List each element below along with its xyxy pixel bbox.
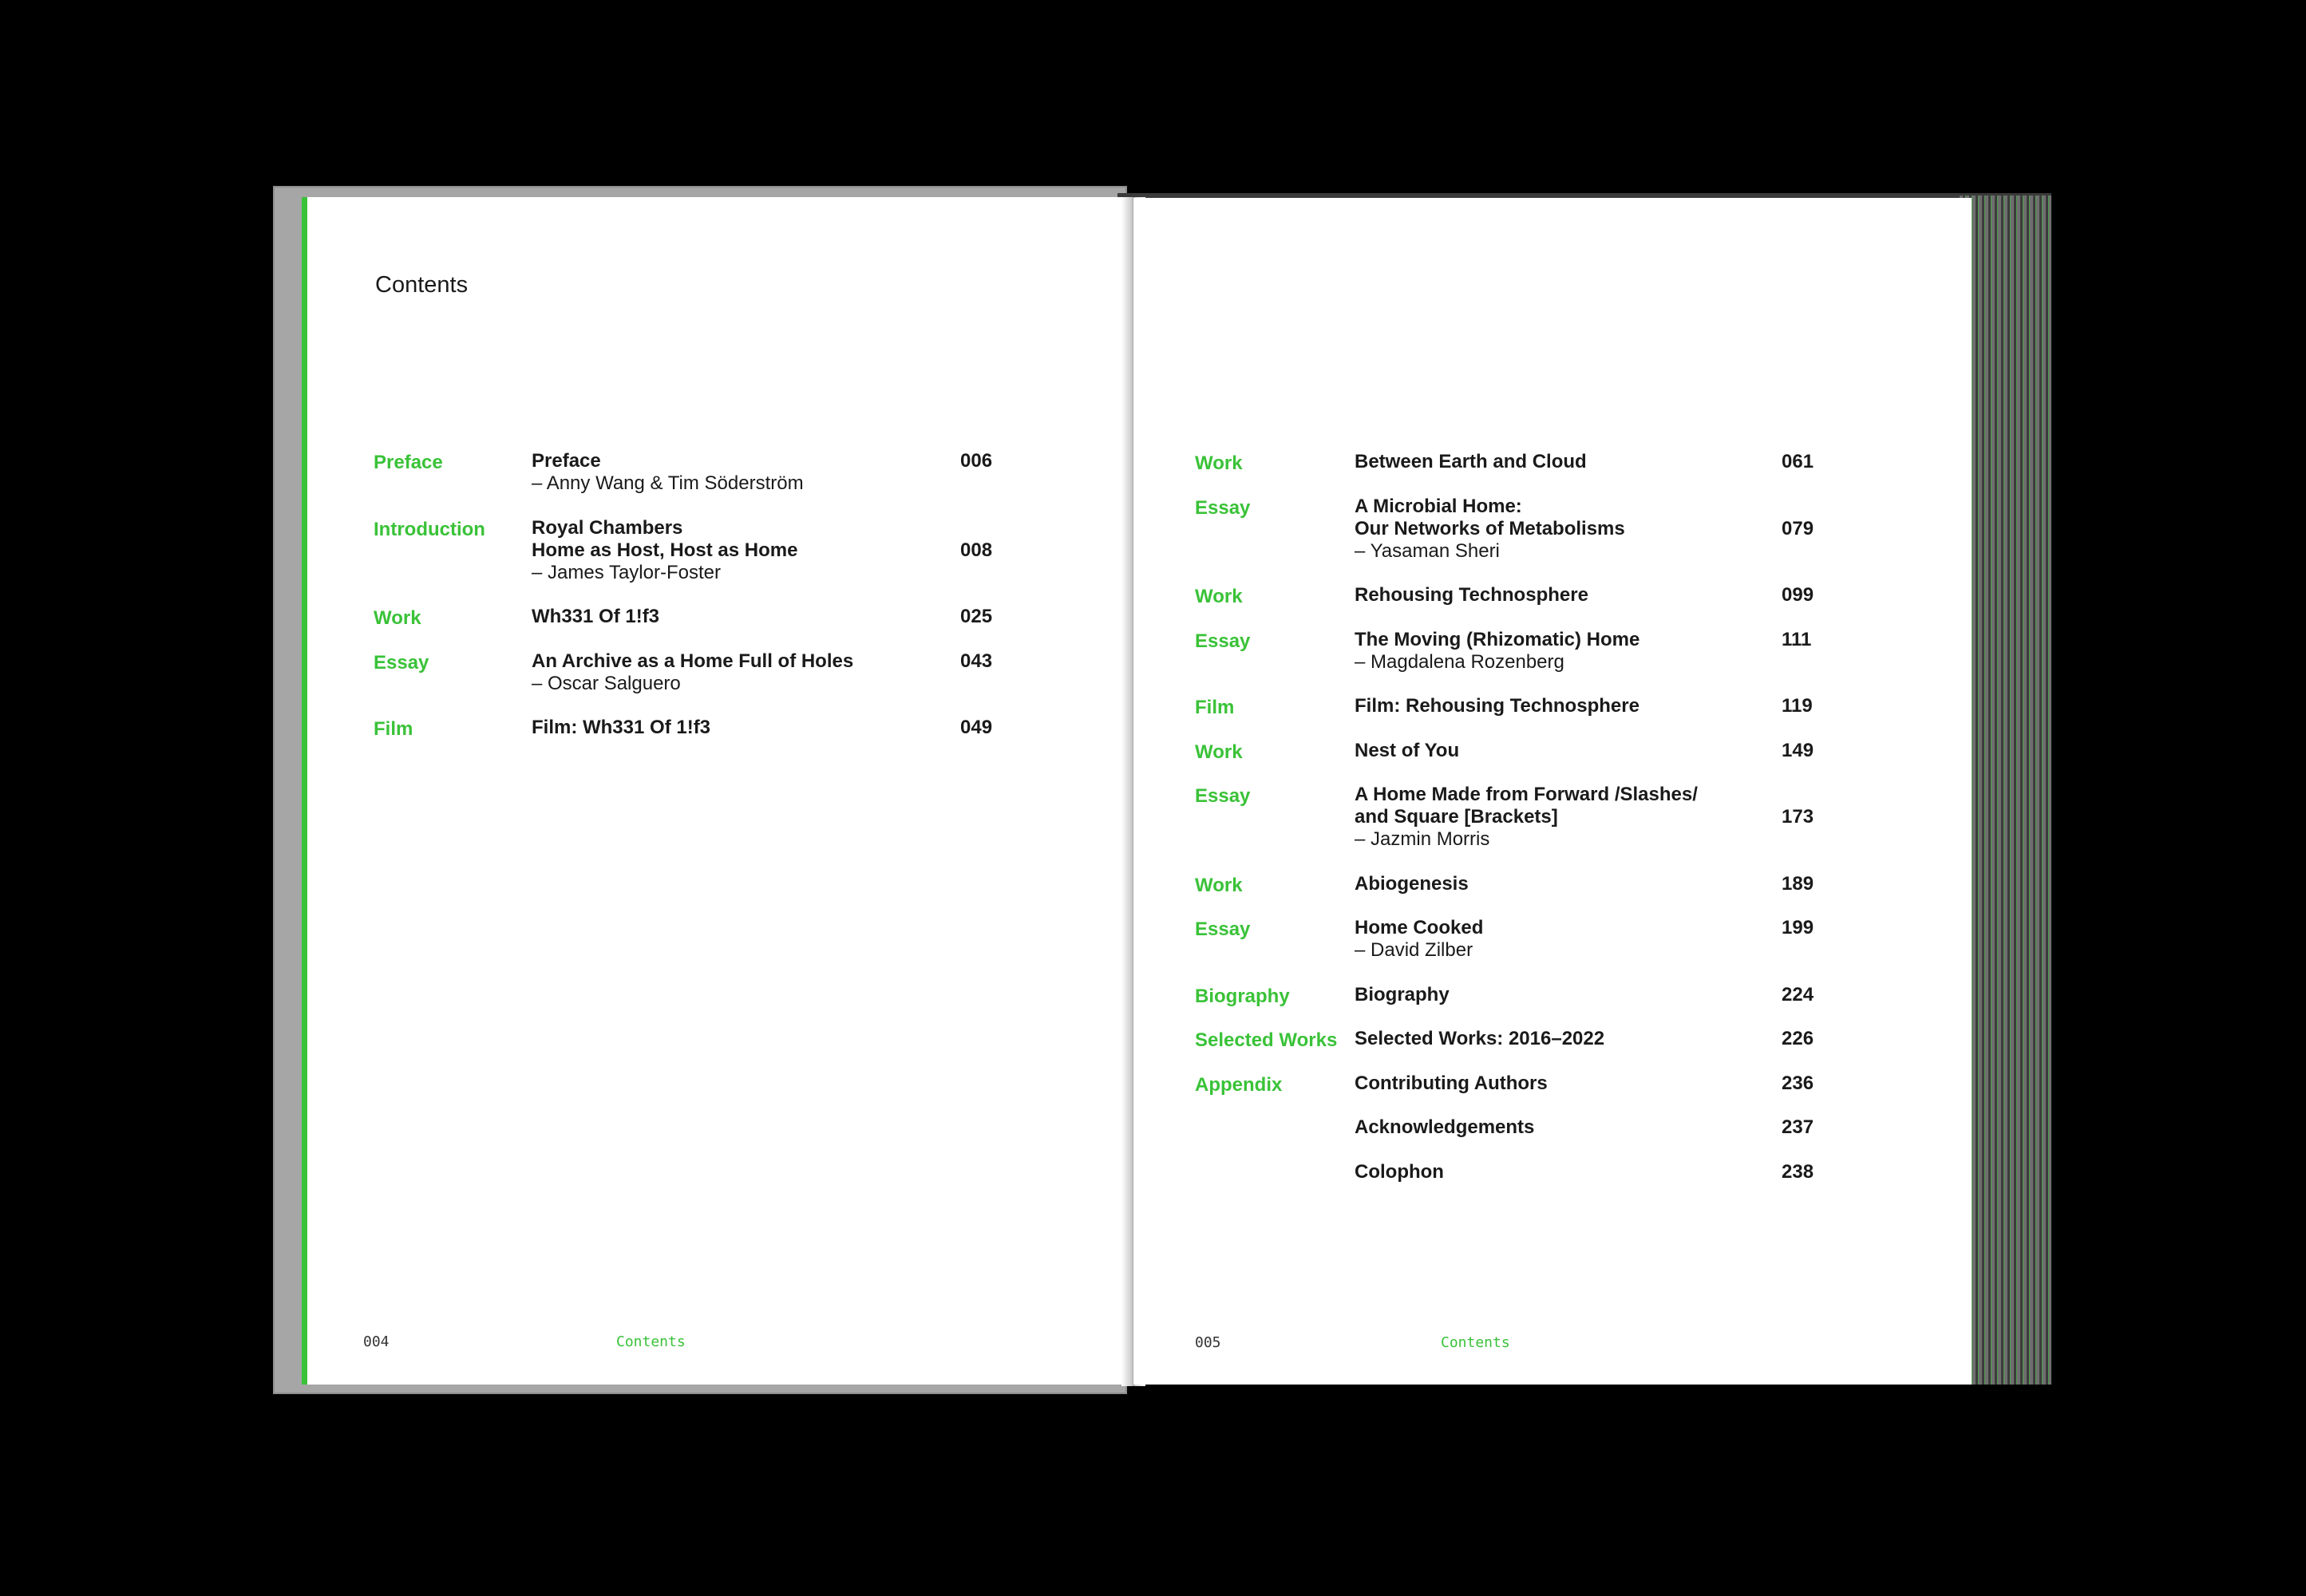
- toc-entry-author: – Anny Wang & Tim Söderström: [532, 472, 804, 494]
- toc-page-number: 043: [960, 650, 993, 672]
- toc-entry-title: A Home Made from Forward /Slashes/: [1355, 784, 1698, 805]
- toc-page-number: 111: [1782, 628, 1812, 650]
- toc-entry-title: Selected Works: 2016–2022: [1355, 1028, 1605, 1049]
- toc-page-number: 049: [960, 717, 993, 738]
- toc-entry[interactable]: [1355, 1028, 1604, 1050]
- left-page: [302, 197, 1139, 1385]
- toc-entry-title: Film: Wh331 Of 1!f3: [532, 717, 711, 738]
- toc-entry-title: Abiogenesis: [1355, 872, 1469, 895]
- toc-entry-title: The Moving (Rhizomatic) Home: [1355, 628, 1640, 650]
- toc-category: Introduction: [374, 518, 485, 540]
- left-running-head: Contents: [616, 1333, 686, 1350]
- toc-entry-title: Rehousing Technosphere: [1355, 584, 1588, 606]
- toc-entry-title: Nest of You: [1355, 739, 1460, 761]
- toc-category: Work: [1195, 452, 1243, 474]
- toc-entry[interactable]: [1355, 740, 1459, 762]
- toc-entry-title: Biography: [1355, 983, 1450, 1005]
- toc-category: Essay: [1195, 630, 1251, 652]
- toc-category: Work: [1195, 586, 1243, 607]
- toc-entry-author: – Yasaman Sheri: [1355, 539, 1500, 562]
- toc-entry-title: Acknowledgements: [1355, 1116, 1535, 1138]
- toc-page-number: 237: [1782, 1116, 1814, 1138]
- toc-page-number: 099: [1782, 584, 1814, 606]
- toc-entry-author: – Jazmin Morris: [1355, 828, 1490, 850]
- toc-category: Work: [1195, 741, 1243, 763]
- toc-category: Biography: [1195, 985, 1290, 1007]
- toc-entry-author: – Magdalena Rozenberg: [1355, 650, 1564, 673]
- right-folio: 005: [1195, 1334, 1221, 1351]
- toc-entry-title: Colophon: [1355, 1160, 1444, 1183]
- toc-entry-title: Royal Chambers: [532, 516, 683, 539]
- toc-entry-title: Film: Rehousing Technosphere: [1355, 695, 1640, 717]
- toc-entry[interactable]: [1355, 873, 1469, 895]
- toc-entry-title: Wh331 Of 1!f3: [532, 606, 660, 627]
- toc-entry[interactable]: [1355, 496, 1625, 563]
- toc-entry[interactable]: [532, 650, 853, 695]
- toc-entry[interactable]: [1355, 1116, 1534, 1139]
- right-running-head: Contents: [1441, 1334, 1510, 1351]
- toc-page-number: 199: [1782, 917, 1814, 938]
- toc-entry[interactable]: [1355, 917, 1483, 962]
- toc-entry[interactable]: [1355, 584, 1588, 606]
- toc-category: Work: [374, 607, 421, 629]
- toc-page-number: 008: [960, 539, 993, 561]
- right-page: [1133, 198, 1972, 1385]
- toc-entry-title: Contributing Authors: [1355, 1072, 1548, 1094]
- toc-entry-title: Preface: [532, 450, 601, 472]
- toc-entry[interactable]: [532, 606, 659, 628]
- toc-entry[interactable]: [1355, 451, 1587, 473]
- toc-entry-title: Between Earth and Cloud: [1355, 451, 1587, 472]
- toc-entry-title: A Microbial Home:: [1355, 495, 1522, 517]
- toc-entry[interactable]: [532, 450, 804, 495]
- toc-category: Essay: [1195, 496, 1251, 519]
- toc-entry[interactable]: [1355, 784, 1698, 851]
- toc-category: Film: [1195, 697, 1235, 718]
- toc-category: Preface: [374, 452, 443, 473]
- toc-page-number: 226: [1782, 1028, 1814, 1049]
- toc-category: Essay: [1195, 918, 1251, 940]
- toc-page-number: 061: [1782, 451, 1814, 472]
- toc-category: Film: [374, 718, 413, 740]
- toc-page-number: 173: [1782, 806, 1814, 828]
- toc-page-number: 006: [960, 450, 993, 472]
- toc-entry[interactable]: [532, 517, 797, 584]
- toc-entry-author: – Oscar Salguero: [532, 672, 681, 694]
- toc-page-number: 189: [1782, 872, 1814, 895]
- toc-category: Essay: [374, 651, 429, 674]
- page-edges: [1960, 196, 2051, 1385]
- contents-heading: Contents: [375, 272, 469, 298]
- toc-page-number: 224: [1782, 983, 1814, 1005]
- toc-entry[interactable]: [1355, 1161, 1444, 1183]
- toc-entry[interactable]: [532, 717, 710, 739]
- toc-entry-author: – David Zilber: [1355, 939, 1473, 961]
- toc-entry-title: and Square [Brackets]: [1355, 806, 1558, 828]
- toc-category: Appendix: [1195, 1073, 1283, 1096]
- toc-entry-title: Home as Host, Host as Home: [532, 539, 798, 561]
- toc-entry[interactable]: [1355, 629, 1640, 674]
- toc-entry-title: Our Networks of Metabolisms: [1355, 517, 1625, 539]
- toc-category: Selected Works: [1195, 1029, 1338, 1051]
- left-folio: 004: [363, 1333, 390, 1350]
- toc-page-number: 025: [960, 606, 993, 627]
- toc-page-number: 236: [1782, 1072, 1814, 1094]
- toc-page-number: 079: [1782, 517, 1814, 539]
- toc-entry-title: An Archive as a Home Full of Holes: [532, 650, 854, 672]
- toc-category: Essay: [1195, 785, 1251, 807]
- toc-entry[interactable]: [1355, 984, 1450, 1006]
- toc-page-number: 119: [1782, 695, 1813, 717]
- toc-entry-author: – James Taylor-Foster: [532, 561, 721, 583]
- toc-page-number: 149: [1782, 739, 1814, 761]
- toc-entry-title: Home Cooked: [1355, 917, 1484, 938]
- toc-page-number: 238: [1782, 1160, 1814, 1183]
- toc-entry[interactable]: [1355, 1073, 1548, 1095]
- toc-entry[interactable]: [1355, 695, 1640, 717]
- toc-category: Work: [1195, 874, 1243, 896]
